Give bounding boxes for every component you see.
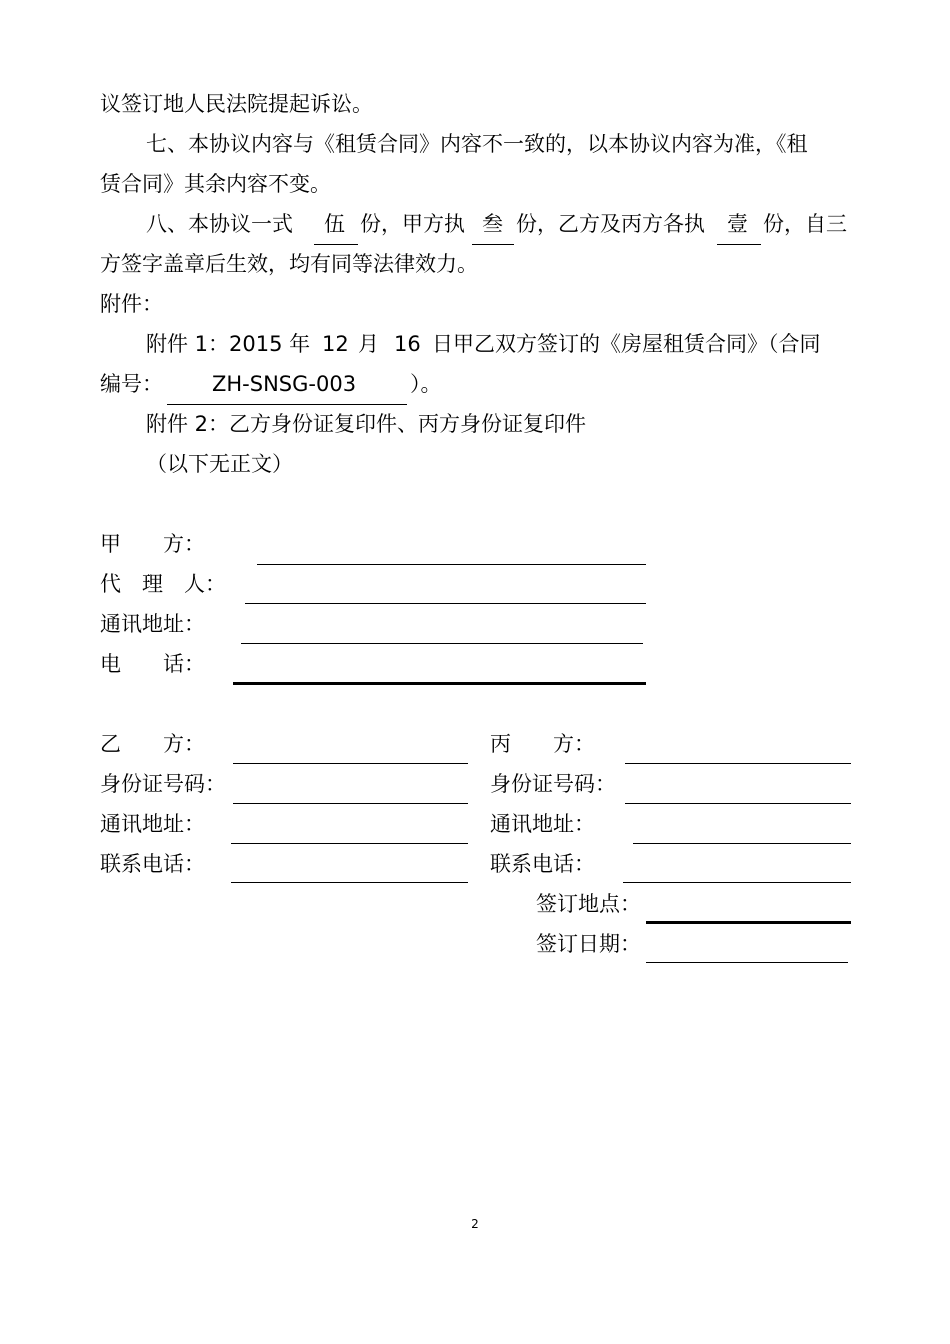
attachment-1-month-unit: 月 xyxy=(358,332,379,356)
party-c-name-label: 丙 方： xyxy=(490,732,595,756)
party-c-phone-field[interactable] xyxy=(623,882,851,883)
signing-date-label: 签订日期： xyxy=(536,932,641,956)
attachment-2: 附件 2：乙方身份证复印件、丙方身份证复印件 xyxy=(146,412,587,436)
contract-number-value: ZH-SNSG-003 xyxy=(212,372,357,396)
body-line-5: 方签字盖章后生效，均有同等法律效力。 xyxy=(100,252,478,276)
page-number: 2 xyxy=(471,1217,479,1231)
copies-bc-value: 壹 xyxy=(727,212,748,236)
party-b-id-field[interactable] xyxy=(233,803,468,804)
end-note: （以下无正文） xyxy=(146,452,293,476)
body-line-3: 赁合同》其余内容不变。 xyxy=(100,172,331,196)
clause-8-part2: 份，甲方执 xyxy=(360,212,465,236)
party-c-id-field[interactable] xyxy=(625,803,851,804)
party-c-name-field[interactable] xyxy=(625,763,851,764)
party-c-id-label: 身份证号码： xyxy=(490,772,616,796)
party-c-address-field[interactable] xyxy=(633,843,851,844)
party-a-agent-label: 代 理 人： xyxy=(100,572,226,596)
party-a-agent-field[interactable] xyxy=(245,603,646,604)
party-a-phone-field[interactable] xyxy=(233,682,646,685)
party-a-name-field[interactable] xyxy=(257,564,646,565)
party-a-name-label: 甲 方： xyxy=(100,532,205,556)
party-b-name-label: 乙 方： xyxy=(100,732,205,756)
party-b-name-field[interactable] xyxy=(233,763,468,764)
party-a-address-field[interactable] xyxy=(241,643,643,644)
attachment-1-prefix: 附件 1：2015 年 xyxy=(146,332,311,356)
contract-number-underline xyxy=(167,404,407,405)
clause-8-part3: 份，乙方及丙方各执 xyxy=(516,212,705,236)
party-b-address-field[interactable] xyxy=(231,843,468,844)
attachment-1-suffix: 日甲乙双方签订的《房屋租赁合同》（合同 xyxy=(432,332,821,356)
copies-total-value: 伍 xyxy=(324,212,345,236)
attachment-1-close: ）。 xyxy=(410,372,442,396)
party-c-address-label: 通讯地址： xyxy=(490,812,595,836)
copies-total-underline xyxy=(314,244,358,245)
signing-place-label: 签订地点： xyxy=(536,892,641,916)
party-b-phone-field[interactable] xyxy=(231,882,468,883)
party-b-address-label: 通讯地址： xyxy=(100,812,205,836)
clause-8-part4: 份，自三 xyxy=(763,212,847,236)
party-a-address-label: 通讯地址： xyxy=(100,612,205,636)
attachment-1-day: 16 xyxy=(394,332,421,356)
body-line-2: 七、本协议内容与《租赁合同》内容不一致的，以本协议内容为准，《租 xyxy=(146,132,808,156)
copies-a-value: 叁 xyxy=(482,212,503,236)
party-a-phone-label: 电 话： xyxy=(100,652,205,676)
signing-place-field[interactable] xyxy=(646,921,851,924)
party-b-id-label: 身份证号码： xyxy=(100,772,226,796)
attachment-1-month: 12 xyxy=(322,332,349,356)
party-c-phone-label: 联系电话： xyxy=(490,852,595,876)
contract-number-label: 编号： xyxy=(100,372,163,396)
copies-bc-underline xyxy=(717,244,761,245)
signing-date-field[interactable] xyxy=(646,962,848,963)
clause-8-part1: 八、本协议一式 xyxy=(146,212,293,236)
copies-a-underline xyxy=(472,244,514,245)
body-line-1: 议签订地人民法院提起诉讼。 xyxy=(100,92,373,116)
attachments-heading: 附件： xyxy=(100,292,163,316)
party-b-phone-label: 联系电话： xyxy=(100,852,205,876)
